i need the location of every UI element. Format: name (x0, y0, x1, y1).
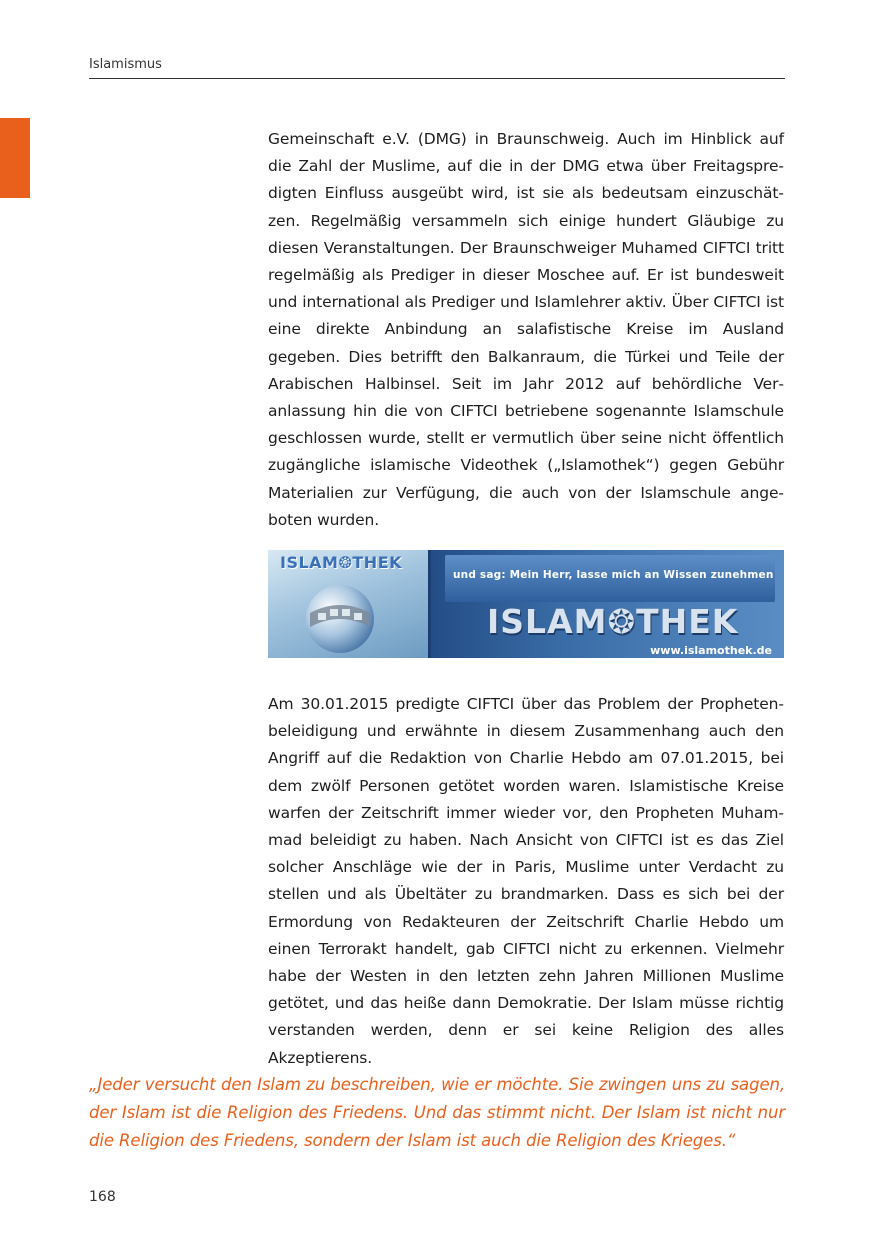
pull-quote: „Jeder versucht den Islam zu beschreiben, wie er möchte. Sie zwingen uns zu sagen, der Islam ist die Religion des Friedens. Und das stimmt nicht. Der Islam ist nicht nur die Religion des Friedens, sondern der Islam ist auch die Religion des Krieges.“ (89, 1075, 785, 1151)
banner-left-panel (268, 550, 428, 658)
header-rule (89, 78, 785, 79)
banner-right-panel (431, 550, 784, 658)
banner-small-logo: ISLAM❂THEK (280, 553, 403, 572)
body-paragraph-2: Am 30.01.2015 predigte CIFTCI über das Problem der Prophetenbeleidigung und erwähnte in diesem Zusammenhang auch den Angriff auf die Redaktion von Charlie Hebdo am 07.01.2015, bei dem zwölf Personen getötet worden waren. Islamistische Kreise warfen der Zeitschrift immer wieder vor, den Propheten Muhammad beleidigt zu haben. Nach Ansicht von CIFTCI ist es das Ziel solcher Anschläge wie der in Paris, Muslime unter Verdacht zu stellen und als Übeltäter zu brandmarken. Dass es sich bei der Ermordung von Redakteuren der Zeitschrift Charlie Hebdo um einen Terrorakt handelt, gab CIFTCI nicht zu erkennen. Vielmehr habe der Westen in den letzten zehn Jahren Millionen Muslime getötet, und das heiße dann Demokratie. Der Islam müsse richtig verstanden werden, denn er sei keine Religion des alles Akzeptierens. (268, 695, 784, 1067)
banner-slogan: und sag: Mein Herr, lasse mich an Wissen zunehmen (453, 569, 774, 581)
running-header: Islamismus (89, 57, 162, 72)
body-paragraph-1: Gemeinschaft e.V. (DMG) in Braunschweig. Auch im Hinblick auf die Zahl der Muslime, auf die in der DMG etwa über Freitagspredigten Einfluss ausgeübt wird, ist sie als bedeutsam einzuschätzen. Regelmäßig versammeln sich einige hundert Gläubige zu diesen Veranstaltungen. Der Braunschweiger Muhamed CIFTCI tritt regelmäßig als Prediger in dieser Moschee auf. Er ist bundesweit und international als Prediger und Islamlehrer aktiv. Über CIFTCI ist eine direkte Anbindung an salafistische Kreise im Ausland gegeben. Dies betrifft den Balkanraum, die Türkei und Teile der Arabischen Halbinsel. Seit im Jahr 2012 auf behördliche Veranlassung hin die von CIFTCI betriebene sogenannte Islamschule geschlossen wurde, stellt er vermutlich über seine nicht öffentlich zugängliche islamische Videothek („Islamothek“) gegen Gebühr Materialien zur Verfügung, die auch von der Islamschule angeboten wurden. (268, 130, 784, 529)
islamothek-banner-image (268, 550, 784, 658)
globe-filmstrip-icon (304, 583, 376, 655)
chapter-marker-tab (0, 118, 30, 198)
banner-big-logo: ISLAM❂THEK (487, 602, 739, 641)
page-number: 168 (89, 1189, 116, 1205)
banner-url: www.islamothek.de (650, 644, 772, 657)
